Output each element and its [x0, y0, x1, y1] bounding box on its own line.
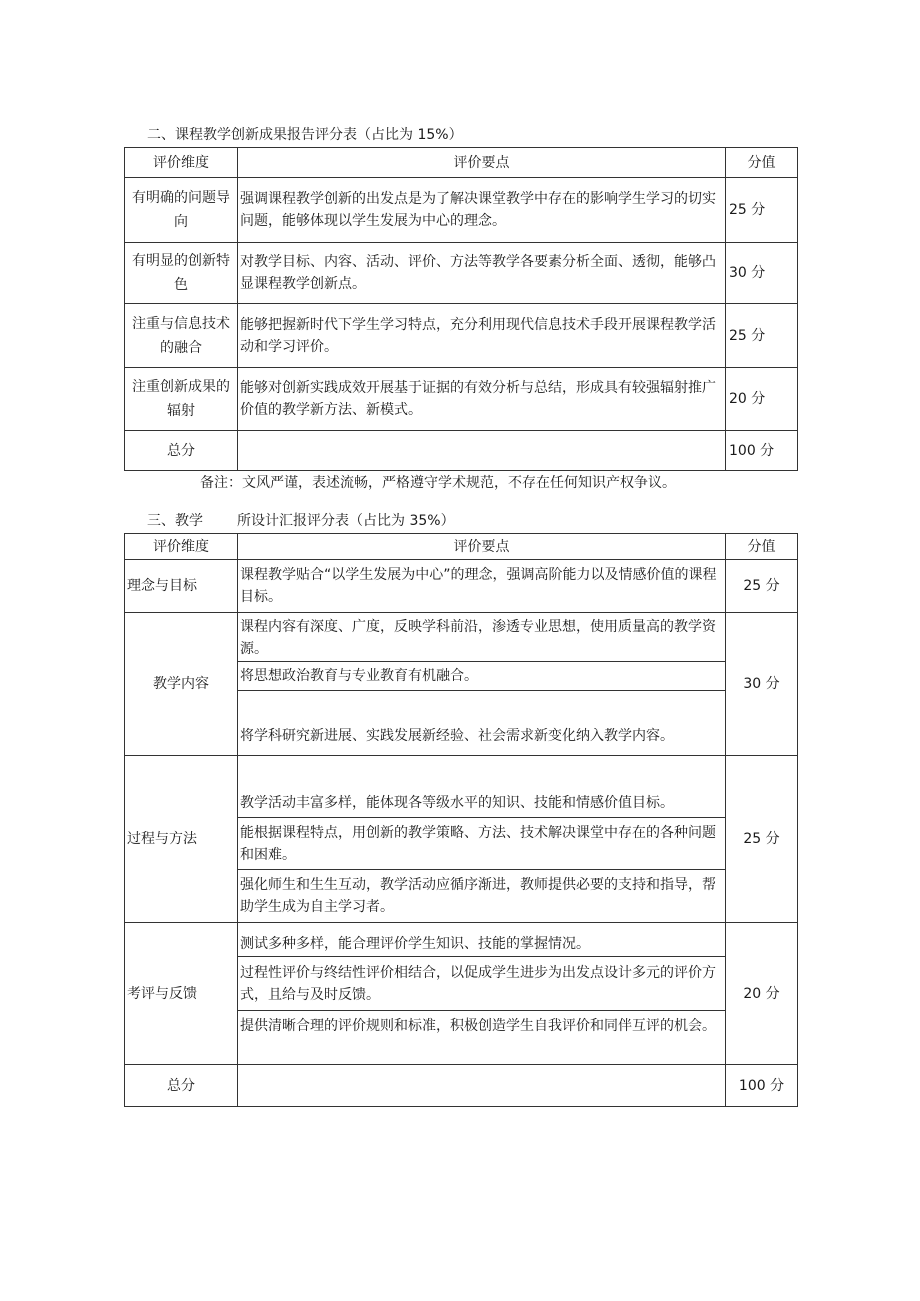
section2-title: 二、课程教学创新成果报告评分表（占比为 15%）: [147, 127, 463, 143]
table-row: [125, 178, 798, 243]
section3-title: [147, 512, 455, 530]
group-point: 过程性评价与终结性评价相结合，以促成学生进步为出发点设计多元的评价方式，且给与及时反馈。: [238, 957, 725, 1011]
group-point: 强化师生和生生互动，教学活动应循序渐进，教师提供必要的支持和指导，帮助学生成为自主学习者。: [240, 877, 716, 915]
table-row: [125, 243, 798, 304]
table-header-row: [125, 148, 798, 178]
header-points: 评价要点: [238, 148, 726, 178]
header-dimension: 评价维度: [125, 148, 238, 178]
row-dimension: 注重与信息技术的融合: [125, 304, 238, 368]
total-empty-cell: [238, 431, 726, 471]
group-dimension: 过程与方法: [125, 756, 238, 923]
group-score: 25 分: [726, 756, 798, 923]
group-point: 测试多种多样，能合理评价学生知识、技能的掌握情况。: [238, 923, 725, 957]
section3-title-part2: 所设计汇报评分表（占比为 35%）: [237, 513, 455, 529]
total-score: 100 分: [726, 431, 798, 471]
row-score: 20 分: [726, 368, 798, 431]
group-score: 30 分: [726, 613, 798, 756]
row-points: 能够对创新实践成效开展基于证据的有效分析与总结，形成具有较强辐射推广价值的教学新方法、新模式。: [238, 368, 726, 431]
header-score: 分值: [726, 148, 798, 178]
total-label: 总分: [125, 1065, 238, 1107]
group-score: 20 分: [726, 923, 798, 1065]
section3-table: [124, 533, 798, 1107]
group-points: [238, 923, 726, 1065]
row-dimension: 注重创新成果的辐射: [125, 368, 238, 431]
row-score: 25 分: [726, 304, 798, 368]
section3-title-part1: 三、教学: [147, 513, 203, 529]
total-empty-cell: [238, 1065, 726, 1107]
table-header-row: [125, 534, 798, 560]
table-row: [125, 368, 798, 431]
section2-table: [124, 147, 798, 471]
table-row: [125, 304, 798, 368]
row-points: 能够把握新时代下学生学习特点，充分利用现代信息技术手段开展课程教学活动和学习评价。: [238, 304, 726, 368]
header-score: 分值: [726, 534, 798, 560]
group-point: 课程教学贴合“以学生发展为中心”的理念，强调高阶能力以及情感价值的课程目标。: [238, 560, 726, 613]
table-row: [125, 613, 798, 756]
section2-note: 备注：文风严谨，表述流畅，严格遵守学术规范，不存在任何知识产权争议。: [200, 475, 676, 491]
group-point: 课程内容有深度、广度，反映学科前沿，渗透专业思想，使用质量高的教学资源。: [238, 613, 725, 662]
row-score: 25 分: [726, 178, 798, 243]
group-point: 教学活动丰富多样，能体现各等级水平的知识、技能和情感价值目标。: [238, 756, 725, 818]
table-row: [125, 923, 798, 1065]
table-total-row: [125, 431, 798, 471]
row-score: 30 分: [726, 243, 798, 304]
table-total-row: [125, 1065, 798, 1107]
group-point: 提供清晰合理的评价规则和标准，积极创造学生自我评价和同伴互评的机会。: [240, 1018, 716, 1034]
group-points: [238, 756, 726, 923]
group-dimension: 考评与反馈: [125, 923, 238, 1065]
group-point: 将思想政治教育与专业教育有机融合。: [238, 662, 725, 691]
total-label: 总分: [125, 431, 238, 471]
header-points: 评价要点: [238, 534, 726, 560]
group-point: 能根据课程特点，用创新的教学策略、方法、技术解决课堂中存在的各种问题和困难。: [238, 818, 725, 870]
row-points: 强调课程教学创新的出发点是为了解决课堂教学中存在的影响学生学习的切实问题，能够体现以学生发展为中心的理念。: [238, 178, 726, 243]
row-dimension: 有明显的创新特色: [125, 243, 238, 304]
group-point: 将学科研究新进展、实践发展新经验、社会需求新变化纳入教学内容。: [240, 728, 674, 744]
table-row: [125, 560, 798, 613]
header-dimension: 评价维度: [125, 534, 238, 560]
group-dimension: 理念与目标: [125, 560, 238, 613]
group-points: [238, 613, 726, 756]
table-row: [125, 756, 798, 923]
group-dimension: 教学内容: [125, 613, 238, 756]
group-score: 25 分: [726, 560, 798, 613]
total-score: 100 分: [726, 1065, 798, 1107]
row-dimension: 有明确的问题导向: [125, 178, 238, 243]
row-points: 对教学目标、内容、活动、评价、方法等教学各要素分析全面、透彻，能够凸显课程教学创新点。: [238, 243, 726, 304]
